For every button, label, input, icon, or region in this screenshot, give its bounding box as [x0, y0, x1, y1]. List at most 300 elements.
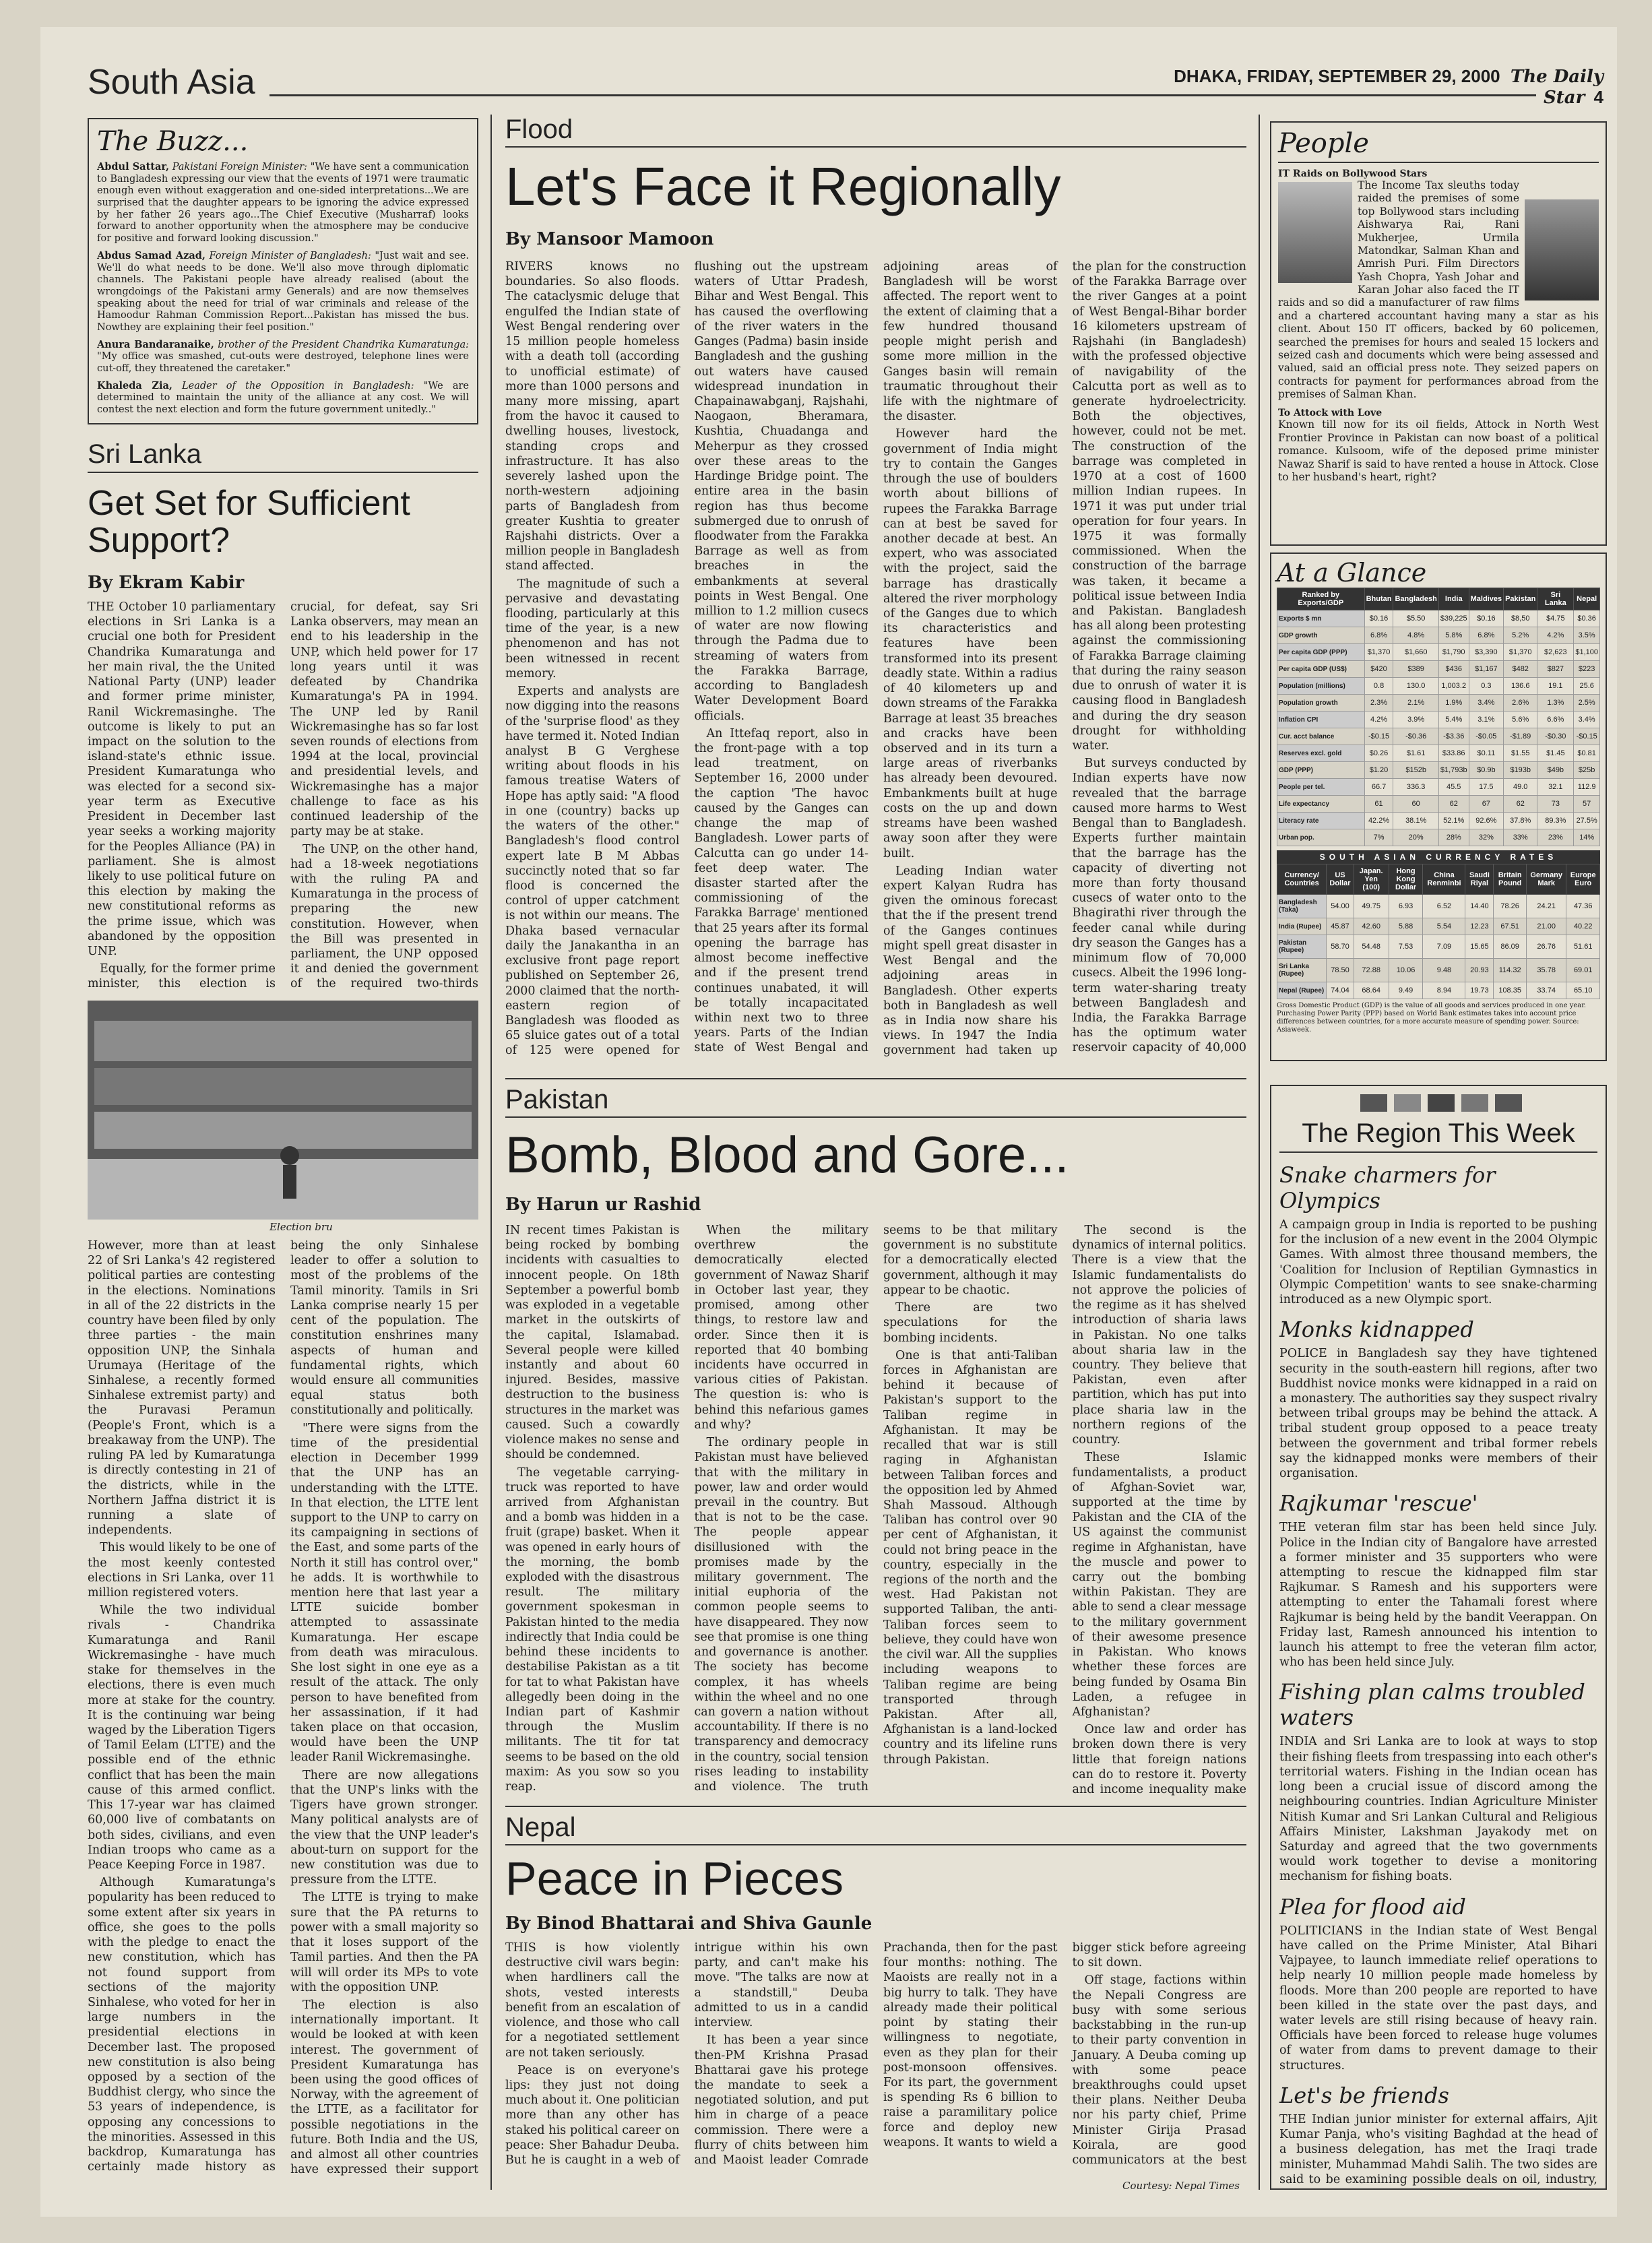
glance-col-header: Bangladesh	[1393, 588, 1438, 610]
pakistan-paragraph: Once law and order has broken down there is very little that foreign nations can do to restore it. Poverty and income inequality make	[1072, 1723, 1246, 1797]
paper-name: The Daily Star	[1510, 67, 1603, 108]
nepal-headline: Peace in Pieces	[505, 1852, 844, 1905]
buzz-speaker: Abdus Samad Azad,	[97, 249, 205, 261]
glance-cell: Exports $ mn	[1277, 610, 1365, 627]
glance-cell: $5.50	[1393, 610, 1438, 627]
page-number: 4	[1593, 87, 1603, 107]
nepal-byline: By Binod Bhattarai and Shiva Gaunle	[505, 1914, 872, 1934]
glance-cell: -$3.36	[1438, 728, 1469, 745]
region-box	[1270, 1085, 1607, 2190]
pakistan-top-rule	[505, 1078, 1246, 1079]
people-box	[1270, 121, 1607, 546]
buzz-speaker: Khaleda Zia,	[97, 379, 172, 391]
currency-cell: 6.93	[1389, 895, 1423, 918]
pakistan-paragraph: There are two speculations for the bombing incidents.	[883, 1301, 1058, 1345]
currency-col-header: Saudi Riyal	[1465, 864, 1494, 895]
nepal-paragraph: Off stage, factions within the Nepali Congress are busy with some serious backstabbing in the run-up to their party convention in January. A Deuba coming up with some peace breakthroughs could upset their plans. Neither Deuba nor his party chief, Prime Minister Girija Prasad Koirala, are good communicators at the best	[1072, 1973, 1246, 2168]
glance-cell: 57	[1574, 796, 1600, 813]
glance-cell: $482	[1504, 661, 1537, 678]
srilanka-paragraph: There are now allegations that the UNP's links with the Tigers have grown stronger. Many political analysts are of the view that the UNP leader's about-turn on support for the new constitution was due to pressure from the LTTE.	[290, 1768, 478, 1887]
pakistan-paragraph: These Islamic fundamentalists, a product of Afghan-Soviet war, supported at the time by Pakistan and the CIA of the US against the communist regime in Afghanistan, have the muscle and power to carry out the bombing within Pakistan. They are able to send a clear message to the military government of their awesome presence in Pakistan. Who knows whether these forces are being funded by Osama Bin Laden, a refugee in Afghanistan?	[1072, 1451, 1246, 1719]
glance-cell: 3.5%	[1574, 627, 1600, 644]
glance-row	[1277, 695, 1600, 712]
flood-paragraph: RIVERS knows no boundaries. So also floods. The cataclysmic deluge that engulfed the Indian state of West Bengal rendering over 15 million people homeless with a death toll (according to unofficial estimate) of more than 1000 persons and many more missing, apart from the havoc it caused to dwelling houses, livestock, standing crops and infrastructure. It has also severely lashed upon the north-western adjoining parts of Bangladesh from greater Kushtia to greater Rajshahi districts. Over a million people in Bangladesh stand affected.	[505, 260, 680, 573]
srilanka-paragraph: The election is also internationally important. It would be looked at with keen interest. The government of President Kumaratunga has been using the good offices of Norway, with the agreement of the LTTE, as a facilitator for possible negotiations in the future. Both India and the US, and almost all other countries have expressed their support	[290, 1998, 478, 2177]
pakistan-paragraph: The vegetable carrying-truck was reported to have arrived from Afghanistan and a bomb was hidden in a fruit (grape) basket. When it was opened in early hours of the morning, the bomb exploded with the disastrous result. The military government spokesman in Pakistan hinted to the media indirectly that India could be behind these incidents to destabilise Pakistan as a tit for tat to what Pakistan have allegedly been doing in the Indian part of Kashmir through the Muslim militants. The tit for tat seems to be based on the old maxim: As you sow so you reap.	[505, 1465, 680, 1794]
glance-cell: 136.6	[1504, 678, 1537, 695]
portrait-photo-2	[1525, 199, 1599, 301]
pakistan-paragraph: When the military overthrew the democratically elected government of Nawaz Sharif in October last year, they promised, among other things, to restore law and order. Since then it is reported that 40 bombing incidents have occurred in various cities of Pakistan. The question is: who is behind this nefarious games and why?	[694, 1224, 868, 1432]
glance-cell: 7%	[1364, 829, 1393, 846]
glance-cell: $3,390	[1469, 644, 1503, 661]
glance-cell: 14%	[1574, 829, 1600, 846]
currency-row	[1277, 935, 1600, 959]
buzz-speaker: Abdul Sattar,	[97, 161, 169, 172]
currency-col-header: Hong Kong Dollar	[1389, 864, 1423, 895]
srilanka-paragraph: Although Kumaratunga's popularity has been reduced to some extent after six years in office, she goes to the polls with the pledge to enact the new constitution, which has not found support from sections of the majority Sinhalese, who voted for her in large numbers in the presidential elections in December last. The proposed new constitution is also being opposed by a section of the Buddhist clergy, who since the 53 years of independence, is opposing any concessions to the minorities. Assessed in this backdrop, Kumaratunga has certainly made history as being the only Sinhalese leader to offer a solution to most of the problems of the Tamil minority. Tamils in Sri Lanka comprise nearly 15 per cent of the population. The constitution enshrines many aspects of human and fundamental rights, which would ensure all communities equal status both constitutionally and politically.	[88, 1239, 478, 2174]
glance-cell: $1,167	[1469, 661, 1503, 678]
glance-row	[1277, 813, 1600, 829]
currency-cell: 78.50	[1327, 959, 1354, 982]
currency-col-header: US Dollar	[1327, 864, 1354, 895]
buzz-quote	[97, 250, 469, 334]
election-photo	[88, 1001, 478, 1220]
glance-cell: $2,623	[1537, 644, 1574, 661]
glance-cell: 0.3	[1469, 678, 1503, 695]
currency-cell: 42.60	[1354, 918, 1389, 935]
glance-cell: Cur. acct balance	[1277, 728, 1365, 745]
glance-cell: 1,003.2	[1438, 678, 1469, 695]
glance-cell: 5.4%	[1438, 712, 1469, 728]
glance-cell: 66.7	[1364, 779, 1393, 796]
srilanka-body-bottom	[88, 1238, 478, 2182]
currency-cell: 108.35	[1494, 982, 1527, 999]
glance-cell: GDP (PPP)	[1277, 762, 1365, 779]
currency-title: SOUTH ASIAN CURRENCY RATES	[1277, 850, 1600, 864]
currency-cell: 67.51	[1494, 918, 1527, 935]
glance-cell: 4.2%	[1537, 627, 1574, 644]
srilanka-paragraph: "There were signs from the time of the presidential election in December 1999 that the UNP has an understanding with the LTTE. In that election, the LTTE lent support to the UNP to carry on its campaigning in sections of the East, and some parts of the North it still has control over," he adds. It is worthwhile to mention here that last year a LTTE suicide bomber attempted to assassinate Kumaratunga. Her escape from death was miraculous. She lost sight in one eye as a result of the attack. The only person to have benefited from her assassination, if it had taken place on that occasion, would have been the UNP leader Ranil Wickremasinghe.	[290, 1421, 478, 1765]
glance-cell: People per tel.	[1277, 779, 1365, 796]
glance-cell: $0.11	[1469, 745, 1503, 762]
pakistan-paragraph: The second is the dynamics of internal politics. There is a view that the Islamic fundamentalists do not approve the policies of the regime as it has shelved introduction of sharia laws in Pakistan. No one talks about sharia law in the country. They believe that Pakistan, even after partition, which has put into place sharia law in the northern regions of the country.	[1072, 1224, 1246, 1447]
currency-cell: 21.00	[1526, 918, 1566, 935]
glance-cell: 17.5	[1469, 779, 1503, 796]
currency-cell: 72.88	[1354, 959, 1389, 982]
glance-cell: 67	[1469, 796, 1503, 813]
buzz-text: "We have sent a communication to Bangladesh expressing our view that the events of 1971 were traumatic enough even without exaggeration and one-sided interpretations...We are surprised that the daughter appears to be ignoring the advice expressed by her father 26 years ago...The Chief Executive (Musharraf) looks forward to another opportunity when the atmosphere may be conducive for positive and forward looking discussion."	[97, 162, 469, 245]
glance-cell: $39,225	[1438, 610, 1469, 627]
glance-cell: $223	[1574, 661, 1600, 678]
glance-cell: $25b	[1574, 762, 1600, 779]
glance-row	[1277, 796, 1600, 813]
currency-cell: 40.22	[1566, 918, 1600, 935]
glance-cell: -$1.89	[1504, 728, 1537, 745]
srilanka-paragraph: The UNP, on the other hand, had a 18-week negotiations with the ruling PA and Kumaratunga in the process of preparing the new constitution. However, when the Bill was presented in parliament, the UNP opposed it and denied the government of the required two-thirds	[290, 842, 478, 991]
nepal-paragraph: THIS is how violently destructive civil wars begin: when hardliners call the shots, vested interests benefit from an escalation of violence, and those who call for a negotiated settlement are not taken seriously.	[505, 1941, 680, 2060]
glance-row	[1277, 644, 1600, 661]
glance-cell: Reserves excl. gold	[1277, 745, 1365, 762]
currency-cell: 7.09	[1423, 935, 1465, 959]
srilanka-paragraph: However, more than at least 22 of Sri Lanka's 42 registered political parties are contesting in the elections. Nominations in all of the 22 districts in the country have been filed by only three parties - the main opposition UNP, the Sinhala Urumaya (Heritage of the Sinhalese, a recently formed Sinhalese extremist party) and the Puravasi Peramun (People's Front, which is a breakaway from the UNP). The ruling PA led by Kumaratunga is directly contesting in 21 of the districts, while in the Northern Jaffna district it is running a slate of independents.	[88, 1239, 276, 1538]
glance-cell: $1,793b	[1438, 762, 1469, 779]
column-rule-2	[1259, 115, 1260, 2190]
glance-cell: -$0.15	[1364, 728, 1393, 745]
people-item-1-title: IT Raids on Bollywood Stars	[1278, 168, 1428, 179]
glance-cell: 2.1%	[1393, 695, 1438, 712]
glance-cell: $1,790	[1438, 644, 1469, 661]
glance-cell: 32%	[1469, 829, 1503, 846]
newspaper-page	[40, 27, 1617, 2217]
currency-cell: 14.40	[1465, 895, 1494, 918]
nepal-paragraph: Peace is on everyone's lips: they just not doing much about it. One politician more than any other has staked his political career on peace: Sher Bahadur Deuba. But he is caught in a web of intrigue within his own party, and can't make his move. "The talks are now at a standstill," Deuba admitted to us in a candid interview.	[505, 1941, 868, 2168]
currency-cell: 15.65	[1465, 935, 1494, 959]
glance-cell: 2.5%	[1574, 695, 1600, 712]
buzz-quote	[97, 380, 469, 416]
currency-row	[1277, 918, 1600, 935]
flood-headline: Let's Face it Regionally	[505, 156, 1061, 216]
currency-row	[1277, 982, 1600, 999]
currency-cell: Sri Lanka (Rupee)	[1277, 959, 1327, 982]
glance-cell: 62	[1438, 796, 1469, 813]
buzz-speaker: Anura Bandaranaike,	[97, 338, 214, 350]
pakistan-headline: Bomb, Blood and Gore...	[505, 1127, 1069, 1184]
flags-banner-icon	[1279, 1092, 1600, 1116]
nepal-label: Nepal	[505, 1812, 576, 1842]
glance-cell: $0.9b	[1469, 762, 1503, 779]
currency-col-header: Britain Pound	[1494, 864, 1527, 895]
buzz-box	[88, 118, 478, 424]
pakistan-paragraph: IN recent times Pakistan is being rocked by bombing incidents with casualties to innocent people. On 18th September a powerful bomb was exploded in a vegetable market in the outskirts of the capital, Islamabad. Several people were killed instantly and about 60 injured. Besides, massive destruction to the business structures in the market was caused. Such a cowardly violence makes no sense and should be condemned.	[505, 1224, 680, 1462]
currency-cell: 20.93	[1465, 959, 1494, 982]
srilanka-body-top	[88, 600, 478, 997]
glance-cell: $1,100	[1574, 644, 1600, 661]
glance-row	[1277, 610, 1600, 627]
flood-paragraph: An Ittefaq report, also in the front-page with a top lead treatment, on September 16, 2000 under the caption 'The havoc caused by the Ganges can change the map of Bangladesh. Lower parts of Calcutta can go under 14-feet deep water. The disaster started after the commissioning of the Farakka Barrage' mentioned that 25 years after its formal opening the barrage has almost become ineffective and if the present trend continues unabated, it will be totally incapacitated within next two to three years. Parts of the Indian state of West Bengal and adjoining areas of Bangladesh will be worst affected. The report went to the extent of claiming that a few hundred thousand people might perish and some more million in the Ganges basin will remain traumatic throughout their life with the nightmare of the disaster.	[694, 260, 1058, 1055]
glance-cell: 19.1	[1537, 678, 1574, 695]
region-item-heading: Let's be friends	[1279, 2082, 1449, 2108]
srilanka-headline: Get Set for Sufficient Support?	[88, 484, 410, 560]
glance-cell: $152b	[1393, 762, 1438, 779]
glance-cell: 32.1	[1537, 779, 1574, 796]
glance-cell: 28%	[1438, 829, 1469, 846]
srilanka-label: Sri Lanka	[88, 439, 201, 469]
glance-cell: 5.2%	[1504, 627, 1537, 644]
people-item-1-text: The Income Tax sleuths today raided the premises of some top Bollywood stars including Aishwarya Rai, Rani Mukherjee, Urmila Matondkar, Salman Khan and Amrish Puri. Film Directors Yash Chopra, Yash Johar and Karan Johar also faced the IT raids and so did a manufacturer of raw films and a chartered accountant having many a star as his client. About 150 IT officers, backed by 60 policemen, searched the premises for hours and sealed 15 lockers and seized cash and documents which were being assessed and valued, said an official press note. They seized papers on contracts for payment for performances abroad from the premises of Salman Khan.	[1278, 179, 1599, 400]
buzz-role: Leader of the Opposition in Bangladesh:	[182, 380, 414, 391]
pakistan-paragraph: One is that anti-Taliban forces in Afghanistan are behind it because of Pakistan's support to the Taliban regime in Afghanistan. It may be recalled that war is still raging in Afghanistan between Taliban forces and the opposition led by Ahmed Shah Massoud. Although Taliban has control over 90 per cent of Afghanistan, it could not bring peace in the country, especially in the regions of the north and the west. Had Pakistan not supported Taliban, the anti-Taliban forces seem to believe, they could have won the civil war. All the supplies including weapons to Taliban regime are being transported through Pakistan. After all, Afghanistan is a land-locked country and its lifeline runs through Pakistan.	[883, 1348, 1058, 1767]
glance-cell: -$0.15	[1574, 728, 1600, 745]
glance-cell: 1.9%	[1438, 695, 1469, 712]
currency-col-header: China Renminbi	[1423, 864, 1465, 895]
glance-cell: Population (millions)	[1277, 678, 1365, 695]
glance-cell: GDP growth	[1277, 627, 1365, 644]
currency-row	[1277, 959, 1600, 982]
currency-cell: 9.48	[1423, 959, 1465, 982]
pakistan-label: Pakistan	[505, 1085, 609, 1114]
glance-col-header: Maldives	[1469, 588, 1503, 610]
currency-cell: 12.23	[1465, 918, 1494, 935]
glance-cell: 52.1%	[1438, 813, 1469, 829]
currency-cell: 19.73	[1465, 982, 1494, 999]
glance-row	[1277, 745, 1600, 762]
srilanka-byline: By Ekram Kabir	[88, 573, 245, 593]
glance-cell: 38.1%	[1393, 813, 1438, 829]
flood-label: Flood	[505, 115, 573, 144]
buzz-quote	[97, 339, 469, 375]
region-title: The Region This Week	[1279, 1118, 1597, 1153]
glance-row	[1277, 627, 1600, 644]
glance-cell: 130.0	[1393, 678, 1438, 695]
glance-col-header: India	[1438, 588, 1469, 610]
glance-cell: $1.61	[1393, 745, 1438, 762]
glance-cell: $0.81	[1574, 745, 1600, 762]
region-item-heading: Plea for flood aid	[1279, 1893, 1466, 1920]
glance-cell: Life expectancy	[1277, 796, 1365, 813]
glance-cell: 23%	[1537, 829, 1574, 846]
glance-cell: 112.9	[1574, 779, 1600, 796]
currency-cell: 58.70	[1327, 935, 1354, 959]
region-item-text: POLITICIANS in the Indian state of West Bengal have called on the Prime Minister, Atal Bihari Vajpayee, to launch immediate relief operations to help nearly 10 million people made homeless by floods. More than 200 people are reported to have been killed in the state over the past days, and water levels are still rising because of heavy rain. Officials have been forced to release huge volumes of water from dams to prevent damage to their structures.	[1279, 1924, 1597, 2073]
buzz-text: "My office was smashed, cut-outs were destroyed, telephone lines were cut-off, they threatened the caretaker."	[97, 351, 469, 374]
glance-cell: $1,370	[1364, 644, 1393, 661]
nepal-body	[505, 1940, 1246, 2176]
region-item-heading: Fishing plan calms troubled waters	[1279, 1679, 1585, 1731]
buzz-role: brother of the President Chandrika Kumaratunga:	[218, 339, 470, 350]
glance-title: At a Glance	[1277, 558, 1427, 588]
currency-cell: 54.48	[1354, 935, 1389, 959]
section-title: South Asia	[88, 63, 255, 102]
glance-cell: $0.36	[1574, 610, 1600, 627]
flood-paragraph: However hard the government of India might try to contain the Ganges through the use of boulders worth about billions of rupees the Farakka Barrage can at best be saved for another decade at best. An expert, who was associated with the project, said the barrage has drastically altered the river morphology of the Ganges due to which its characteristics and features have been transformed into its present deadly state. Within a radius of 40 kilometers up and down streams of the Farakka Barrage at least 35 breaches and cracks have been observed and in its turn a large areas of riverbanks has already been devoured. Embankments built at huge costs on the up and down streams have been washed away soon after they were built.	[883, 427, 1058, 860]
region-items	[1279, 1162, 1597, 2190]
glance-cell: -$0.36	[1393, 728, 1438, 745]
glance-table	[1277, 588, 1600, 846]
currency-cell: 35.78	[1526, 959, 1566, 982]
glance-col-header: Sri Lanka	[1537, 588, 1574, 610]
glance-col-header: Bhutan	[1364, 588, 1393, 610]
dateline: DHAKA, FRIDAY, SEPTEMBER 29, 2000	[1174, 66, 1500, 86]
glance-row	[1277, 762, 1600, 779]
pakistan-rule	[505, 1116, 1246, 1118]
region-item-heading: Snake charmers for Olympics	[1279, 1162, 1496, 1213]
glance-cell: $0.16	[1469, 610, 1503, 627]
currency-cell: 45.87	[1327, 918, 1354, 935]
glance-cell: -$0.30	[1537, 728, 1574, 745]
glance-row	[1277, 728, 1600, 745]
currency-cell: 86.09	[1494, 935, 1527, 959]
buzz-text: "Just wait and see. We'll do what needs to be done. We'll also move through diplomatic channels. The Pakistani people have already realised (about the wrongdoings of the Pakistani army Generals) and are now themselves speaking about the need for trial of war criminals and release of the Hamoodur Rahman Commission Report...Pakistan has missed the bus. Nowthey are explaining their feel position."	[97, 250, 470, 333]
flood-byline: By Mansoor Mamoon	[505, 229, 714, 249]
currency-cell: 69.01	[1566, 959, 1600, 982]
glance-cell: 4.8%	[1393, 627, 1438, 644]
masthead-dateline	[1132, 66, 1603, 108]
glance-cell: 5.8%	[1438, 627, 1469, 644]
people-item-2-title: To Attock with Love	[1278, 408, 1383, 419]
currency-cell: 5.88	[1389, 918, 1423, 935]
currency-cell: 10.06	[1389, 959, 1423, 982]
buzz-role: Foreign Minister of Bangladesh:	[209, 250, 371, 261]
pakistan-byline: By Harun ur Rashid	[505, 1195, 701, 1215]
glance-cell: Per capita GDP (US$)	[1277, 661, 1365, 678]
nepal-rule	[505, 1844, 1246, 1845]
glance-cell: 37.8%	[1504, 813, 1537, 829]
photo-caption: Election bru	[269, 1221, 333, 1233]
currency-cell: 54.00	[1327, 895, 1354, 918]
glance-cell: 62	[1504, 796, 1537, 813]
buzz-quotes	[97, 161, 469, 416]
glance-cell: 2.3%	[1364, 695, 1393, 712]
glance-cell: 3.9%	[1393, 712, 1438, 728]
currency-col-header: Europe Euro	[1566, 864, 1600, 895]
currency-cell: 26.76	[1526, 935, 1566, 959]
glance-cell: $4.75	[1537, 610, 1574, 627]
glance-row	[1277, 779, 1600, 796]
glance-cell: 6.8%	[1364, 627, 1393, 644]
glance-cell: $1.45	[1537, 745, 1574, 762]
srilanka-paragraph: The LTTE is trying to make sure that the PA returns to power with a small majority so that it loses support of the Tamil parties. And then the PA will will order its MPs to vote with the opposition UNP.	[290, 1891, 478, 1994]
glance-cell: Urban pop.	[1277, 829, 1365, 846]
buzz-title: The Buzz...	[97, 126, 249, 157]
glance-cell: 42.2%	[1364, 813, 1393, 829]
currency-cell: 49.75	[1354, 895, 1389, 918]
glance-cell: $0.26	[1364, 745, 1393, 762]
glance-cell: -$0.05	[1469, 728, 1503, 745]
glance-cell: 4.2%	[1364, 712, 1393, 728]
glance-cell: $436	[1438, 661, 1469, 678]
nepal-paragraph: It has been a year since then-PM Krishna Prasad Bhattarai gave his protege the mandate to seek a negotiated solution, and put him in charge of a peace commission. There were a flurry of chits between him and Maoist leader Comrade Prachanda, then for the past four months: nothing. The Maoists are really not in a big hurry to talk. They have already made their political point by stating their willingness to negotiate, even as they plan for their post-monsoon offensives. For its part, the government is spending Rs 6 billion to raise a paramilitary police force and deploy new weapons. It wants to wield a bigger stick before agreeing to sit down.	[694, 1941, 1246, 2168]
region-item-text: THE Indian junior minister for external affairs, Ajit Kumar Panja, who's visiting Baghdad at the head of a business delegation, has met the Iraqi trade minister, Muhammad Mahdi Salih. The two sides are said to be examining possible deals on oil, industry,	[1279, 2112, 1597, 2186]
glance-cell: $1,660	[1393, 644, 1438, 661]
currency-cell: 65.10	[1566, 982, 1600, 999]
currency-col-header: Japan. Yen (100)	[1354, 864, 1389, 895]
glance-row	[1277, 829, 1600, 846]
currency-cell: 68.64	[1354, 982, 1389, 999]
glance-note: Gross Domestic Product (GDP) is the value of all goods and services produced in one year. Purchasing Power Parity (PPP) based on World Bank estimates takes into account price differences between countries, for a more accurate measure of spending power. Source: Asiaweek.	[1277, 1002, 1587, 1034]
region-item-text: A campaign group in India is reported to be pushing for the inclusion of a new event in the 2004 Olympic Games. With almost three thousand members, the 'Coalition for Inclusion of Reptilian Gymnastics in Olympic Competition' wants to see snake-charming introduced as a new Olympic sport.	[1279, 1218, 1597, 1307]
glance-cell: $420	[1364, 661, 1393, 678]
flood-paragraph: But surveys conducted by Indian experts have now revealed that the barrage caused more harms to West Bengal than to Bangladesh. Experts further maintain that the barrage has the capacity of diverting not more than forty thousand cusecs of water onto to the Bhagirathi river through the feeder canal while during dry season the Ganges has a minimum flow of 70,000 cusecs. Albeit the 1996 long-term water-sharing treaty between Bangladesh and India, the Farakka Barrage has the optimum water reservoir capacity of 40,000	[1072, 757, 1246, 1055]
glance-cell: Literacy rate	[1277, 813, 1365, 829]
glance-cell: $1,370	[1504, 644, 1537, 661]
nepal-top-rule	[505, 1806, 1246, 1807]
buzz-quote	[97, 161, 469, 245]
currency-cell: 5.54	[1423, 918, 1465, 935]
glance-cell: 73	[1537, 796, 1574, 813]
nepal-credit: Courtesy: Nepal Times	[1122, 2180, 1240, 2192]
glance-cell: $389	[1393, 661, 1438, 678]
glance-cell: 92.6%	[1469, 813, 1503, 829]
glance-row	[1277, 678, 1600, 695]
srilanka-rule	[88, 472, 478, 473]
glance-cell: 3.1%	[1469, 712, 1503, 728]
flood-paragraph: Leading Indian water expert Kalyan Rudra has given the ominous forecast that the if the present trend of the Ganges continues might spell great disaster in West Bengal and the adjoining areas in Bangladesh. Other experts both in Bangladesh as well as in India now share his views. In 1947 the India government had taken up the plan for the construction of the Farakka Barrage over the river Ganges at a point of West Bengal-Bihar border 16 kilometers upstream of Rajshahi (in Bangladesh) with the professed objective of navigability of the Calcutta port as well as to generate hydroelectricity. Both the objectives, however, could not be met. The construction of the barrage was completed in 1970 at a cost of 1600 million Indian rupees. In 1971 it was put under trial operation for four years. In 1975 it was formally commissioned. When the construction of the barrage was taken, it became a political issue between India and Pakistan. Bangladesh has all along been protesting against the commissioning of Farakka Barrage claiming that during the rainy season due to onrush of water it is causing flood in Bangladesh and during the dry season drought for withholding water.	[883, 260, 1246, 1058]
flood-paragraph: Experts and analysts are now digging into the reasons of the 'surprise flood' as they have termed it. Noted Indian analyst B G Verghese writing about floods in his famous treatise Waters of Hope has aptly said: "A flood in one (country) backs up the waters of the other." Bangladesh's flood control expert late B M Abbas succinctly noted that so far flood is concerned the control of upper catchment is not within our means. The Dhaka based vernacular daily the Janakantha in an exclusive front page report published on September 26, 2000 claimed that the north-eastern region of Bangladesh was flooded as 65 sluice gates out of a total of 125 were opened for flushing out the upstream waters of Uttar Pradesh, Bihar and West Bengal. This has caused the overflowing of the river waters in the Ganges (Padma) basin inside Bangladesh and the gushing out waters have caused widespread inundation in Chapainawabganj, Rajshahi, Naogaon, Bheramara, Kushtia, Chuadanga and Meherpur as they crossed over these areas to the Hardinge Bridge point. The entire area in the basin region has thus become submerged due to onrush of floodwater from the Farakka Barrage as well as from breaches in the embankments at several points in West Bengal. One million to 1.2 million cusecs of water are now flowing through the Padma due to streaming of waters from the Farakka Barrage, according to Bangladesh Water Development Board officials.	[505, 260, 868, 1058]
glance-cell: Per capita GDP (PPP)	[1277, 644, 1365, 661]
currency-cell: 6.52	[1423, 895, 1465, 918]
flood-rule	[505, 146, 1246, 148]
glance-cell: $827	[1537, 661, 1574, 678]
glance-cell: 0.8	[1364, 678, 1393, 695]
currency-table	[1277, 864, 1600, 999]
currency-cell: 33.74	[1526, 982, 1566, 999]
srilanka-paragraph: THE October 10 parliamentary elections in Sri Lanka is a crucial one both for President Chandrika Kumaratunga and her main rival, the the United National Party (UNP) leader and former prime minister, Ranil Wickremasinghe. The outcome is likely to put an impact on the solution to the island-state's ethnic issue. President Kumaratunga who was elected for a second six-year term as Executive President in December last year seeks a working majority for the Peoples Alliance (PA) in parliament. She is almost likely to use political future on this election by making the new constitutional reforms as the prime issue, which was abandoned by the opposition UNP.	[88, 600, 276, 959]
glance-cell: $0.16	[1364, 610, 1393, 627]
glance-cell: 33%	[1504, 829, 1537, 846]
glance-cell: $33.86	[1438, 745, 1469, 762]
currency-cell: 7.53	[1389, 935, 1423, 959]
glance-cell: $1.20	[1364, 762, 1393, 779]
portrait-photo-1	[1278, 182, 1352, 283]
currency-cell: India (Rupee)	[1277, 918, 1327, 935]
glance-col-header: Nepal	[1574, 588, 1600, 610]
currency-col-header: Currency/ Countries	[1277, 864, 1327, 895]
glance-box	[1270, 552, 1607, 1061]
glance-cell: $1.55	[1504, 745, 1537, 762]
currency-cell: Nepal (Rupee)	[1277, 982, 1327, 999]
flood-body	[505, 259, 1246, 1068]
srilanka-paragraph: This would likely to be one of the most keenly contested elections in Sri Lanka, over 11 million registered voters.	[88, 1541, 276, 1600]
glance-cell: $49b	[1537, 762, 1574, 779]
glance-cell: 6.8%	[1469, 627, 1503, 644]
pakistan-body	[505, 1223, 1246, 1799]
glance-row	[1277, 661, 1600, 678]
currency-cell: 24.21	[1526, 895, 1566, 918]
glance-cell: 336.3	[1393, 779, 1438, 796]
glance-cell: 25.6	[1574, 678, 1600, 695]
currency-cell: 51.61	[1566, 935, 1600, 959]
currency-cell: 74.04	[1327, 982, 1354, 999]
glance-cell: $8,50	[1504, 610, 1537, 627]
glance-col-header: Ranked by Exports/GDP	[1277, 588, 1365, 610]
region-item-heading: Rajkumar 'rescue'	[1279, 1490, 1478, 1517]
glance-cell: 5.6%	[1504, 712, 1537, 728]
currency-row	[1277, 895, 1600, 918]
flood-paragraph: The magnitude of such a pervasive and devastating flooding, particularly at this time of the year, is a new phenomenon and has not been witnessed in recent memory.	[505, 577, 680, 681]
currency-cell: 9.49	[1389, 982, 1423, 999]
glance-cell: 45.5	[1438, 779, 1469, 796]
people-title: People	[1278, 128, 1599, 163]
glance-cell: Population growth	[1277, 695, 1365, 712]
region-item-text: POLICE in Bangladesh say they have tightened security in the south-eastern hill regions, after two Buddhist novice monks were kidnapped in a raid on a monastery. The authorities say they suspect rivalry between tribal groups may be behind the attack. A tribal student group opposed to a peace treaty between the government and tribal former rebels say the kidnapped monks were members of their organisation.	[1279, 1347, 1597, 1481]
currency-cell: 78.26	[1494, 895, 1527, 918]
srilanka-paragraph: Equally, for the former prime minister, this election is crucial, for defeat, say Sri Lanka observers, may mean an end to his leadership in the UNP, which held power for 17 long years until it was defeated by Chandrika Kumaratunga's PA in 1994. The UNP led by Ranil Wickremasinghe has so far lost seven rounds of elections from 1994 at the local, provincial and presidential levels, and Wickremasinghe has a major challenge to face as his continued leadership of the party may be at stake.	[88, 600, 478, 991]
region-item-text: INDIA and Sri Lanka are to look at ways to stop their fishing fleets from trespassing into each other's territorial waters. Fishing in the Indian ocean has long been a crucial issue of discord among the neighbouring countries. Indian Agriculture Minister Nitish Kumar and Sri Lankan Cultural and Religious Affairs Minister, Lakshman Jayakody met on Saturday and agreed that the two governments would work together to devise a monitoring mechanism for fishing boats.	[1279, 1735, 1597, 1884]
glance-cell: Inflation CPI	[1277, 712, 1365, 728]
election-photo-graphic	[88, 1001, 478, 1220]
glance-cell: 27.5%	[1574, 813, 1600, 829]
buzz-text: "We are determined to maintain the unity of the alliance at any cost. We will contest the next election and form the future government unitedly.."	[97, 380, 469, 416]
people-item-2-text: Known till now for its oil fields, Attock in North West Frontier Province in Pakistan can now boast of a political romance. Kulsoom, wife of the deposed prime minister Nawaz Sharif is said to have rented a house in Attock. Close to her husband's heart, right?	[1278, 418, 1599, 483]
region-item-text: THE veteran film star has been held since July. Police in the Indian city of Bangalore have arrested a former minister and 35 supporters who were attempting to rescue the kidnapped film star Rajkumar. S Ramesh and his supporters were attempting to enter the Tahamali forest where Rajkumar is being held by the bandit Veerappan. On Friday last, Ramesh announced his intention to launch his attempt to free the veteran film actor, who has been held since July.	[1279, 1521, 1597, 1670]
srilanka-paragraph: While the two individual rivals - Chandrika Kumaratunga and Ranil Wickremasinghe - have much stake for themselves in the elections, there is even much more at stake for the country. It is the continuing war being waged by the Liberation Tigers of Tamil Eelam (LTTE) and the possible end of the ethnic conflict that has been the main cause of this armed conflict. This 17-year war has claimed 60,000 live of combatants on both sides, civilians, and even Indian troops who came as a Peace Keeping Force in 1987.	[88, 1604, 276, 1872]
glance-cell: 2.6%	[1504, 695, 1537, 712]
currency-col-header: Germany Mark	[1526, 864, 1566, 895]
glance-cell: 20%	[1393, 829, 1438, 846]
currency-cell: 8.94	[1423, 982, 1465, 999]
glance-cell: 89.3%	[1537, 813, 1574, 829]
glance-cell: 1.3%	[1537, 695, 1574, 712]
buzz-role: Pakistani Foreign Minister:	[172, 162, 308, 172]
glance-cell: 60	[1393, 796, 1438, 813]
currency-cell: Bangladesh (Taka)	[1277, 895, 1327, 918]
currency-cell: Pakistan (Rupee)	[1277, 935, 1327, 959]
glance-cell: 3.4%	[1574, 712, 1600, 728]
column-rule-1	[490, 115, 492, 2190]
glance-cell: 61	[1364, 796, 1393, 813]
glance-cell: 49.0	[1504, 779, 1537, 796]
region-item-heading: Monks kidnapped	[1279, 1317, 1474, 1343]
